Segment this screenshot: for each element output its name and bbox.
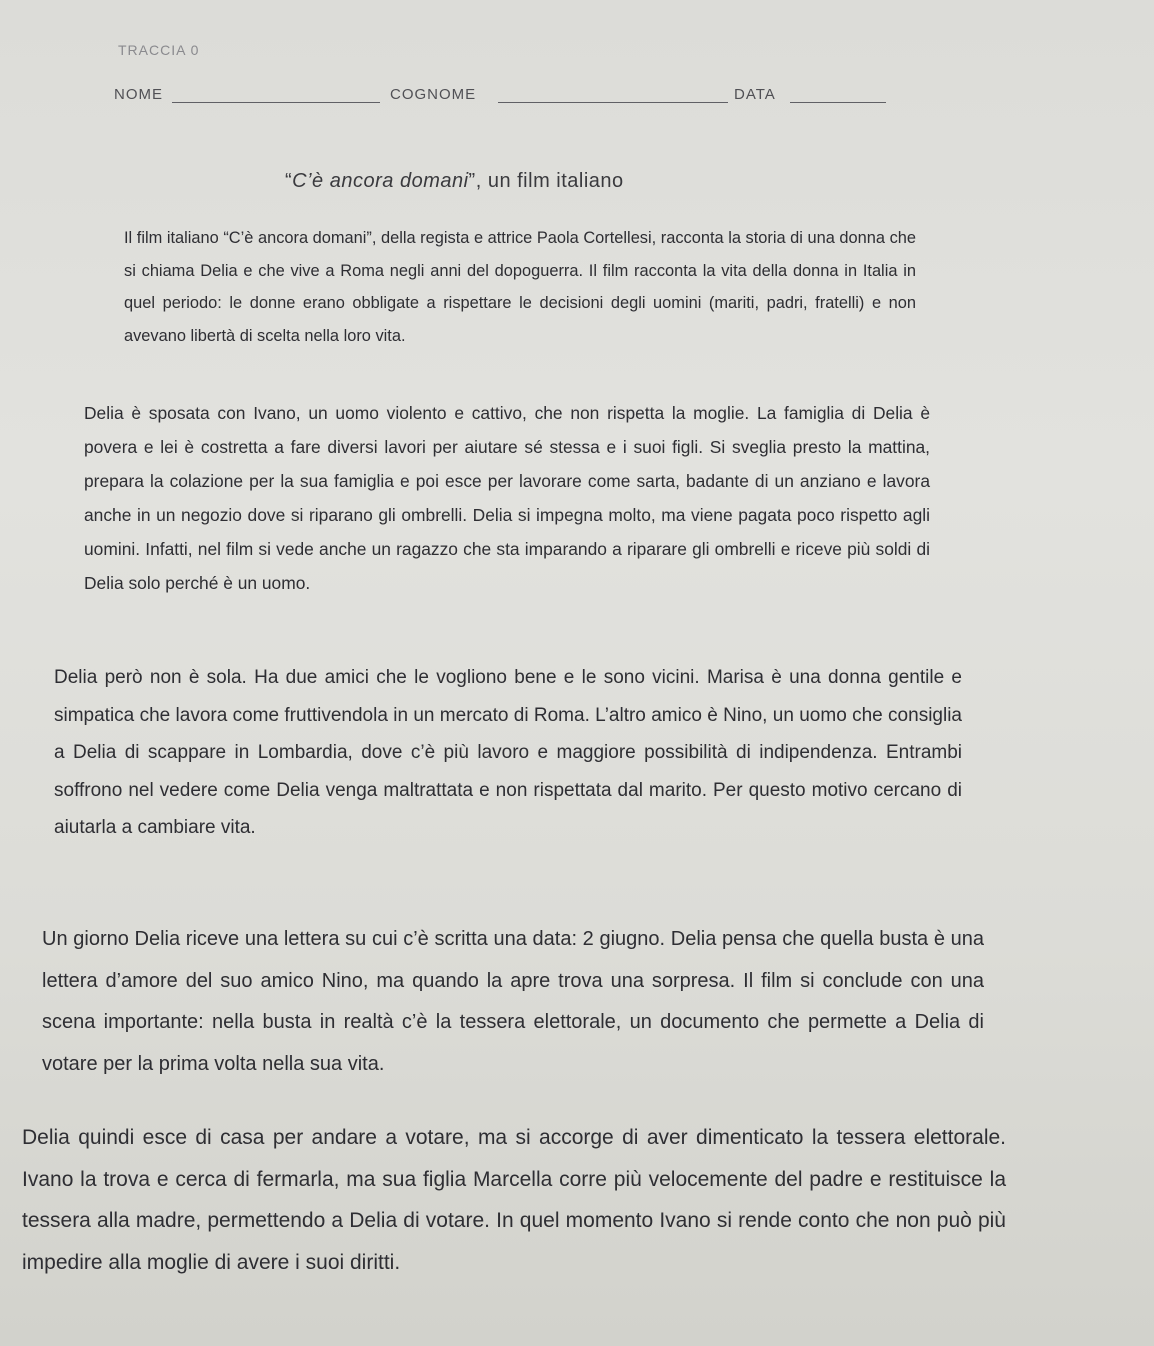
paragraph-ending: Delia quindi esce di casa per andare a votare, ma si accorge di aver dimenticato la tessera elettorale. Ivano la trova e cerca di fermarla, ma sua figlia Marcella corre più velocemente del padre e restituisce la tessera alla madre, permettendo a Delia di votare. In quel momento Ivano si rende conto che non può più impedire alla moglie di avere i suoi diritti. bbox=[22, 1126, 1006, 1274]
data-label: DATA bbox=[734, 86, 776, 103]
nome-label: NOME bbox=[114, 86, 163, 103]
paragraph-delia-family: Delia è sposata con Ivano, un uomo violento e cattivo, che non rispetta la moglie. La famiglia di Delia è povera e lei è costretta a fare diversi lavori per aiutare sé stessa e i suoi figli. Si sveglia presto la mattina, prepara la colazione per la sua famiglia e poi esce per lavorare come sarta, badante di un anziano e lavora anche in un negozio dove si riparano gli ombrelli. Delia si impegna molto, ma viene pagata poco rispetto agli uomini. Infatti, nel film si vede anche un ragazzo che sta imparando a riparare gli ombrelli e riceve più soldi di Delia solo perché è un uomo. bbox=[84, 403, 930, 593]
title-quote-open: “ bbox=[285, 170, 293, 192]
paragraph-letter: Un giorno Delia riceve una lettera su cui c’è scritta una data: 2 giugno. Delia pensa che quella busta è una lettera d’amore del suo amico Nino, ma quando la apre trova una sorpresa. Il film si conclude con una scena importante: nella busta in realtà c’è la tessera elettorale, un documento che permette a Delia di votare per la prima volta nella sua vita. bbox=[42, 928, 984, 1075]
nome-field-line[interactable] bbox=[172, 102, 380, 103]
paragraph-friends: Delia però non è sola. Ha due amici che le vogliono bene e le sono vicini. Marisa è una donna gentile e simpatica che lavora come fruttivendola in un mercato di Roma. L’altro amico è Nino, un uomo che consiglia a Delia di scappare in Lombardia, dove c’è più lavoro e maggiore possibilità di indipendenza. Entrambi soffrono nel vedere come Delia venga maltrattata e non rispettata dal marito. Per questo motivo cercano di aiutarla a cambiare vita. bbox=[54, 667, 962, 838]
data-field-line[interactable] bbox=[790, 102, 886, 103]
cognome-field-line[interactable] bbox=[498, 102, 728, 103]
paragraph-intro: Il film italiano “C’è ancora domani”, della regista e attrice Paola Cortellesi, racconta la storia di una donna che si chiama Delia e che vive a Roma negli anni del dopoguerra. Il film racconta la vita della donna in Italia in quel periodo: le donne erano obbligate a rispettare le decisioni degli uomini (mariti, padri, fratelli) e non avevano libertà di scelta nella loro vita. bbox=[124, 229, 916, 345]
cognome-label: COGNOME bbox=[390, 86, 477, 103]
title-rest: ”, un film italiano bbox=[468, 170, 624, 192]
document-title bbox=[285, 170, 624, 193]
title-film-name: C’è ancora domani bbox=[292, 170, 469, 192]
student-info-row bbox=[114, 86, 894, 110]
traccia-label: TRACCIA 0 bbox=[118, 42, 200, 58]
